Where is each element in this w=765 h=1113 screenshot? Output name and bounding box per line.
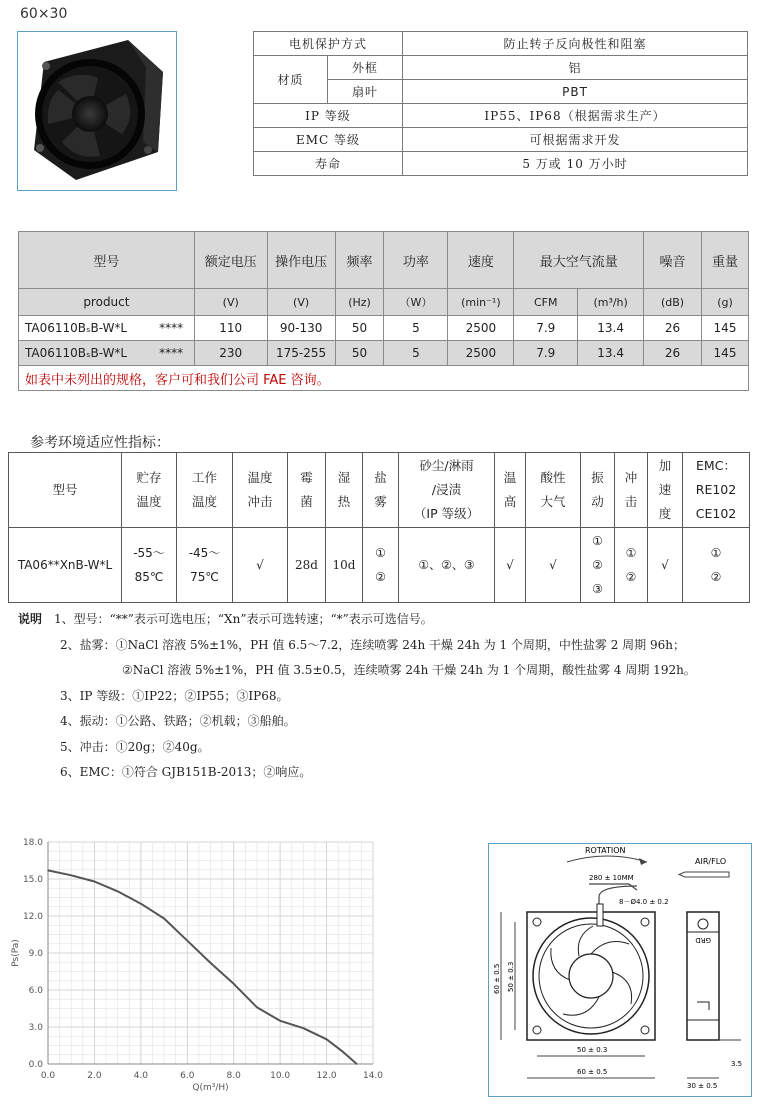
cell-code: **** [148, 316, 194, 341]
env-cell-impact-l2: ② [625, 570, 637, 584]
data-point [256, 1006, 258, 1008]
dim-width-outer: 60 ± 0.5 [577, 1068, 608, 1076]
data-point [279, 1020, 281, 1022]
data-point [140, 903, 142, 905]
env-header-acid-l1: 酸性 [540, 470, 566, 485]
label-lead: 280 ± 10MM [589, 874, 634, 882]
env-cell-emc [683, 528, 750, 603]
spec-label-ip: IP 等级 [254, 104, 403, 128]
table-row [19, 316, 749, 341]
spec-value-protection: 防止转子反向极性和阻塞 [403, 32, 748, 56]
x-tick-label: 8.0 [226, 1071, 241, 1081]
env-header-acid [526, 453, 581, 528]
cell-m3h: 13.4 [578, 316, 644, 341]
spec-label-frame: 外框 [328, 56, 403, 80]
env-header-sand-l2: /浸渍 [431, 482, 462, 497]
data-point [117, 891, 119, 893]
env-header-damp [326, 453, 363, 528]
env-cell-work [177, 528, 233, 603]
header-model: 型号 [19, 232, 195, 289]
env-cell-work-l2: 75℃ [190, 570, 219, 584]
size-title: 60×30 [20, 6, 68, 22]
env-cell-salt [363, 528, 399, 603]
env-header-acid-l2: 大气 [540, 494, 566, 509]
env-header-emc-l1: EMC： [696, 458, 736, 473]
notes-label: 说明 [18, 612, 43, 626]
spec-value-life: 5 万或 10 万小时 [403, 152, 748, 176]
env-cell-storage-l1: -55～ [133, 546, 165, 560]
cell-noise: 26 [644, 341, 702, 366]
header-airflow: 最大空气流量 [514, 232, 644, 289]
y-tick-label: 6.0 [28, 986, 43, 996]
y-axis-label: Ps(Pa) [11, 939, 21, 967]
env-header-work-l1: 工作 [191, 470, 217, 485]
env-header-shock-l1: 温度 [247, 470, 273, 485]
header-noise: 噪音 [644, 232, 702, 289]
y-tick-label: 18.0 [22, 838, 43, 848]
cell-m3h: 13.4 [578, 341, 644, 366]
env-header-model: 型号 [9, 453, 122, 528]
x-tick-label: 6.0 [180, 1071, 195, 1081]
env-header-vib-l1: 振 [591, 470, 604, 485]
env-cell-work-l1: -45～ [188, 546, 221, 560]
env-cell-shock-temp: √ [233, 528, 288, 603]
dim-height-outer: 60 ± 0.5 [493, 963, 501, 994]
spec-value-blade: PBT [403, 80, 748, 104]
spec-table [253, 31, 748, 176]
env-header-impact [615, 453, 648, 528]
performance-chart [6, 832, 386, 1100]
dim-depth: 30 ± 0.5 [687, 1082, 718, 1090]
side-view-frame [687, 912, 719, 1040]
env-header-emc [683, 453, 750, 528]
spec-value-emc: 可根据需求开发 [403, 128, 748, 152]
cell-cfm: 7.9 [514, 341, 578, 366]
cell-power: 5 [384, 316, 448, 341]
env-cell-emc-l1: ① [710, 546, 722, 560]
x-axis-label: Q(m³/H) [192, 1083, 229, 1093]
env-header-sand [399, 453, 495, 528]
env-cell-salt-l1: ① [375, 546, 386, 560]
data-point [94, 881, 96, 883]
label-holes: 8－Ø4.0 ± 0.2 [619, 898, 669, 906]
cell-speed: 2500 [448, 341, 514, 366]
data-point [186, 940, 188, 942]
y-tick-label: 0.0 [28, 1060, 43, 1070]
cell-operating-voltage: 90-130 [267, 316, 335, 341]
unit-cfm: CFM [514, 289, 578, 316]
env-cell-vib-l3: ③ [592, 582, 603, 596]
data-point [303, 1027, 305, 1029]
env-header-work-l2: 温度 [191, 494, 217, 509]
spec-label-life: 寿命 [254, 152, 403, 176]
table-row [9, 528, 750, 603]
env-header-mold-l2: 菌 [300, 494, 313, 509]
unit-rated-voltage: (V) [194, 289, 267, 316]
data-point [47, 870, 49, 872]
data-point [163, 918, 165, 920]
env-cell-storage-l2: 85℃ [134, 570, 164, 584]
header-speed: 速度 [448, 232, 514, 289]
spec-value-frame: 铝 [403, 56, 748, 80]
cell-speed: 2500 [448, 316, 514, 341]
cell-noise: 26 [644, 316, 702, 341]
note-line-2: 2、盐雾：①NaCl 溶液 5%±1%，PH 值 6.5～7.2，连续喷雾 24h 干燥 24h 为 1 个周期，中性盐雾 2 周期 96h； [60, 637, 685, 652]
data-point [233, 983, 235, 985]
env-cell-sand: ①、②、③ [399, 528, 495, 603]
dim-width-inner: 50 ± 0.3 [577, 1046, 608, 1054]
env-cell-mold: 28d [288, 528, 326, 603]
notes [18, 607, 758, 786]
env-cell-high: √ [495, 528, 526, 603]
note-line-6: 5、冲击：①20g；②40g。 [60, 739, 210, 754]
env-cell-accel: √ [648, 528, 683, 603]
cell-frequency: 50 [335, 341, 384, 366]
data-point [70, 875, 72, 877]
env-cell-impact-l1: ① [625, 546, 637, 560]
unit-operating-voltage: (V) [267, 289, 335, 316]
header-power: 功率 [384, 232, 448, 289]
note-line-3: ②NaCl 溶液 5%±1%，PH 值 3.5±0.5，连续喷雾 24h 干燥 24h 为 1 个周期，酸性盐雾 4 周期 192h。 [122, 663, 696, 677]
cell-code: **** [148, 341, 194, 366]
x-tick-label: 12.0 [316, 1071, 337, 1081]
x-tick-label: 10.0 [270, 1071, 291, 1081]
note-line-4: 3、IP 等级：①IP22；②IP55；③IP68。 [60, 688, 289, 703]
cell-operating-voltage: 175-255 [267, 341, 335, 366]
env-header-accel-l3: 度 [658, 506, 672, 521]
env-header-storage-l1: 贮存 [136, 470, 162, 485]
data-point [326, 1039, 328, 1041]
env-header-high-l1: 温 [503, 470, 517, 485]
env-header-mold-l1: 霉 [300, 470, 313, 485]
y-tick-label: 9.0 [28, 949, 43, 959]
header-rated-voltage: 额定电压 [194, 232, 267, 289]
env-cell-emc-l2: ② [710, 570, 722, 584]
env-cell-vib-l1: ① [592, 534, 603, 548]
y-tick-label: 15.0 [22, 875, 43, 885]
header-frequency: 频率 [335, 232, 384, 289]
y-tick-label: 12.0 [22, 912, 43, 922]
cell-cfm: 7.9 [514, 316, 578, 341]
cell-model: TA06110BₛB-W*L [19, 316, 149, 341]
env-cell-vib [581, 528, 615, 603]
env-table [8, 452, 750, 603]
airflow-arrow-icon [679, 872, 729, 877]
env-cell-model: TA06**XnB-W*L [9, 528, 122, 603]
env-cell-storage [122, 528, 177, 603]
front-view-frame [527, 912, 655, 1040]
spec-label-material: 材质 [254, 56, 328, 104]
env-header-damp-l1: 湿 [337, 470, 351, 485]
product-table [18, 231, 749, 391]
data-point [210, 962, 212, 964]
cell-model: TA06110BₛB-W*L [19, 341, 149, 366]
env-title: 参考环境适应性指标： [30, 435, 170, 451]
env-header-shock-l2: 冲击 [247, 494, 273, 509]
spec-label-emc: EMC 等级 [254, 128, 403, 152]
unit-noise: (dB) [644, 289, 702, 316]
env-header-accel [648, 453, 683, 528]
env-header-accel-l1: 加 [658, 458, 672, 473]
dim-small: 3.5 [731, 1060, 743, 1068]
env-header-accel-l2: 速 [658, 482, 672, 497]
data-point [342, 1051, 344, 1053]
unit-power: （W） [384, 289, 448, 316]
label-airflow: AIR/FLO [695, 857, 727, 866]
spec-value-ip: IP55、IP68（根据需求生产） [403, 104, 748, 128]
note-line-1: 1、型号：“**”表示可选电压；“Xn”表示可选转速；“*”表示可选信号。 [54, 612, 433, 626]
env-cell-impact [615, 528, 648, 603]
env-header-impact-l2: 击 [624, 494, 638, 509]
env-header-damp-l2: 热 [337, 494, 351, 509]
fan-photo [17, 31, 177, 191]
env-header-storage [122, 453, 177, 528]
header-operating-voltage: 操作电压 [267, 232, 335, 289]
env-cell-vib-l2: ② [592, 558, 603, 572]
fan-photo-illustration [18, 32, 176, 190]
x-tick-label: 14.0 [362, 1071, 384, 1081]
spec-label-blade: 扇叶 [328, 80, 403, 104]
env-header-salt-l1: 盐 [374, 470, 387, 485]
rotation-arrow-icon [639, 858, 647, 865]
y-tick-label: 3.0 [28, 1023, 43, 1033]
unit-product: product [19, 289, 195, 316]
dimension-drawing-svg [489, 844, 751, 1096]
env-header-storage-l2: 温度 [136, 494, 162, 509]
cell-power: 5 [384, 341, 448, 366]
env-header-impact-l1: 冲 [624, 470, 638, 485]
unit-weight: (g) [702, 289, 749, 316]
env-header-sand-l3: （IP 等级） [413, 506, 480, 521]
env-header-high [495, 453, 526, 528]
cell-rated-voltage: 230 [194, 341, 267, 366]
data-point [356, 1063, 358, 1065]
env-header-vib [581, 453, 615, 528]
env-header-work [177, 453, 233, 528]
env-header-vib-l2: 动 [591, 494, 604, 509]
env-cell-acid: √ [526, 528, 581, 603]
cell-weight: 145 [702, 316, 749, 341]
label-grd: GRD [695, 936, 711, 944]
unit-frequency: (Hz) [335, 289, 384, 316]
unit-m3h: (m³/h) [578, 289, 644, 316]
env-header-emc-l2: RE102 [695, 482, 737, 497]
env-header-salt-l2: 雾 [374, 494, 387, 509]
env-header-sand-l1: 砂尘/淋雨 [419, 458, 474, 473]
rotation-arc [567, 856, 647, 862]
note-line-7: 6、EMC：①符合 GJB151B-2013；②响应。 [60, 765, 312, 779]
env-header-shock-temp [233, 453, 288, 528]
x-tick-label: 0.0 [40, 1071, 56, 1081]
cell-frequency: 50 [335, 316, 384, 341]
x-tick-label: 2.0 [87, 1071, 102, 1081]
dim-height-inner: 50 ± 0.3 [507, 961, 515, 992]
env-cell-damp: 10d [326, 528, 363, 603]
label-rotation: ROTATION [585, 846, 626, 855]
x-tick-label: 4.0 [133, 1071, 149, 1081]
note-line-5: 4、振动：①公路、铁路；②机载；③船舶。 [60, 714, 296, 728]
table-row [19, 341, 749, 366]
spec-label-protection: 电机保护方式 [254, 32, 403, 56]
env-cell-salt-l2: ② [375, 570, 386, 584]
env-header-emc-l3: CE102 [695, 506, 737, 521]
table-note: 如表中未列出的规格，客户可和我们公司 FAE 咨询。 [19, 366, 749, 391]
header-weight: 重量 [702, 232, 749, 289]
env-header-high-l2: 高 [503, 494, 517, 509]
dimension-drawing [488, 843, 752, 1097]
cell-rated-voltage: 110 [194, 316, 267, 341]
env-header-mold [288, 453, 326, 528]
cell-weight: 145 [702, 341, 749, 366]
env-header-salt [363, 453, 399, 528]
unit-speed: (min⁻¹) [448, 289, 514, 316]
